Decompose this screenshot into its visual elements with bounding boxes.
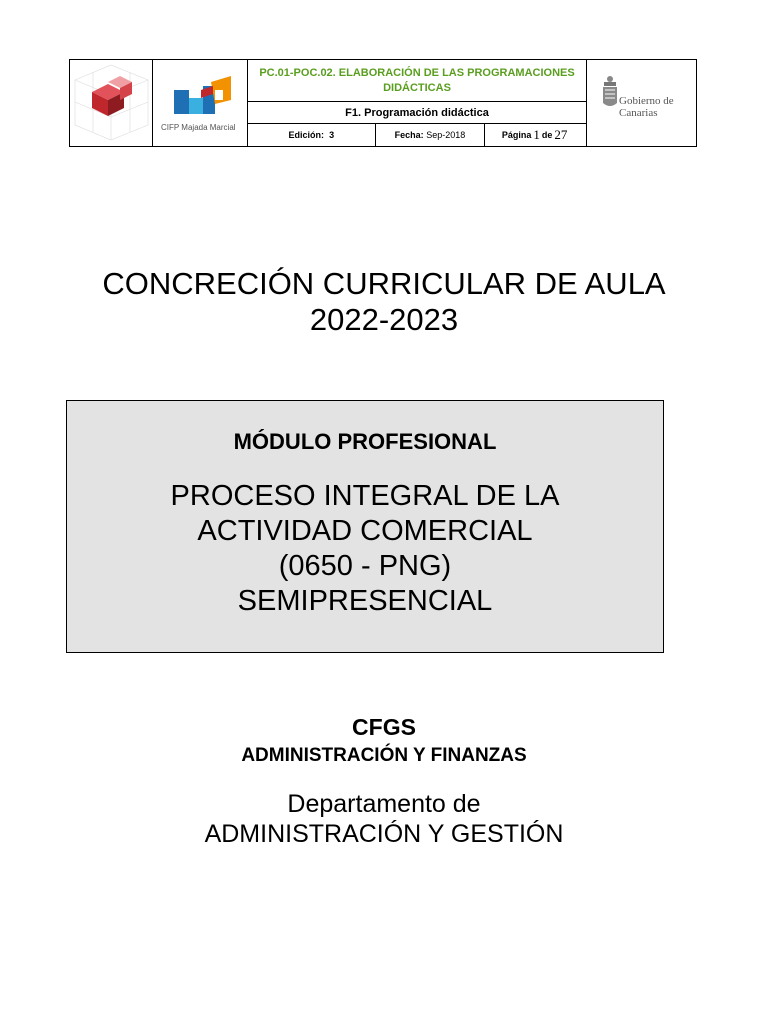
page-number: 1 (533, 127, 540, 142)
date-cell (376, 124, 486, 146)
module-label: MÓDULO PROFESIONAL (233, 429, 497, 454)
module-name-line-2: ACTIVIDAD COMERCIAL (197, 515, 533, 547)
procedure-title: PC.01-POC.02. ELABORACIÓN DE LAS PROGRAMACIONES DIDÁCTICAS (248, 60, 586, 102)
edition-label: Edición: (288, 130, 325, 140)
edition-value: 3 (329, 130, 335, 140)
department-name: ADMINISTRACIÓN Y GESTIÓN (204, 820, 564, 848)
page-label: Página (501, 130, 532, 140)
title-line-1: CONCRECIÓN CURRICULAR DE AULA (102, 266, 666, 301)
department-label: Departamento de (287, 790, 481, 818)
document-header (69, 59, 697, 147)
date-label: Fecha: (394, 130, 424, 140)
cifp-logo (153, 60, 248, 146)
department (0, 789, 768, 849)
gov-logo-text: Gobierno de Canarias (619, 95, 674, 119)
header-info (248, 60, 587, 146)
page-cell (485, 124, 586, 146)
cube-logo-icon (70, 60, 153, 146)
total-pages: 27 (554, 127, 568, 142)
title-year: 2022-2023 (309, 302, 459, 337)
cycle-name: ADMINISTRACIÓN Y FINANZAS (241, 745, 527, 766)
module-code: (0650 - PNG) (278, 550, 452, 582)
cifp-logo-text: CIFP Majada Marcial (161, 123, 236, 132)
government-logo (587, 60, 696, 146)
edition-cell (248, 124, 376, 146)
cifp-logo-icon (153, 60, 248, 120)
module-modality: SEMIPRESENCIAL (237, 585, 493, 617)
module-name-line-1: PROCESO INTEGRAL DE LA (170, 480, 560, 512)
document-title (0, 266, 768, 338)
date-value: Sep-2018 (426, 130, 466, 140)
cube-logo (70, 60, 153, 146)
form-title: F1. Programación didáctica (248, 102, 586, 124)
cycle-level: CFGS (352, 714, 416, 740)
module-box (66, 400, 664, 653)
page-of-label: de (541, 130, 553, 140)
module-name (67, 479, 663, 619)
